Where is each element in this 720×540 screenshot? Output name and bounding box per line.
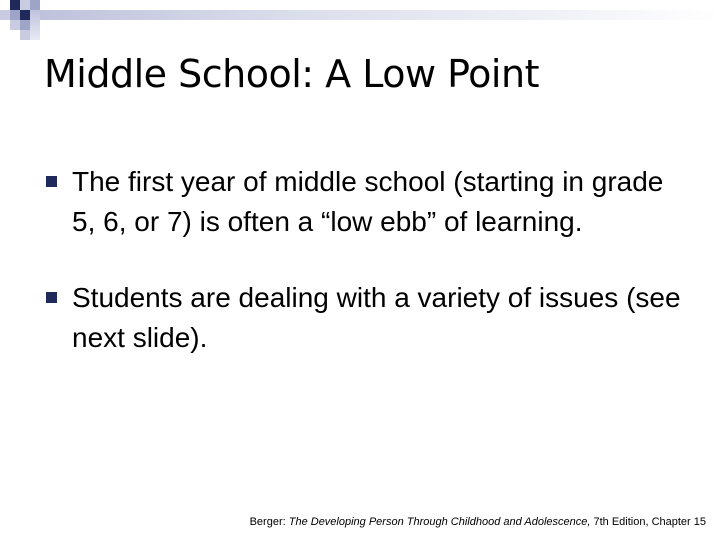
- deco-square: [20, 30, 30, 40]
- deco-square: [20, 10, 30, 20]
- footer-edition: 7th Edition, Chapter 15: [590, 516, 706, 528]
- bullet-text: Students are dealing with a variety of issues (see next slide).: [72, 282, 681, 353]
- footer-author: Berger:: [249, 516, 289, 528]
- deco-square: [10, 10, 20, 20]
- header-gradient-bar: [40, 10, 720, 20]
- square-bullet-icon: [46, 292, 57, 303]
- bullet-text: The first year of middle school (starting in grade 5, 6, or 7) is often a “low ebb” of learning.: [72, 166, 664, 237]
- slide-title: Middle School: A Low Point: [44, 52, 539, 96]
- bullet-item: [44, 162, 684, 242]
- deco-square: [20, 0, 30, 10]
- bullet-list: [44, 162, 684, 394]
- square-bullet-icon: [46, 176, 57, 187]
- citation-footer: [250, 516, 706, 528]
- header-decoration: [0, 0, 720, 50]
- deco-square: [30, 0, 40, 10]
- deco-square: [0, 10, 10, 20]
- footer-book-title: The Developing Person Through Childhood and Adolescence,: [288, 516, 591, 528]
- deco-square: [20, 20, 30, 30]
- bullet-item: [44, 278, 684, 358]
- deco-square: [10, 20, 20, 30]
- deco-square: [10, 0, 20, 10]
- header-vertical-bar: [30, 10, 40, 40]
